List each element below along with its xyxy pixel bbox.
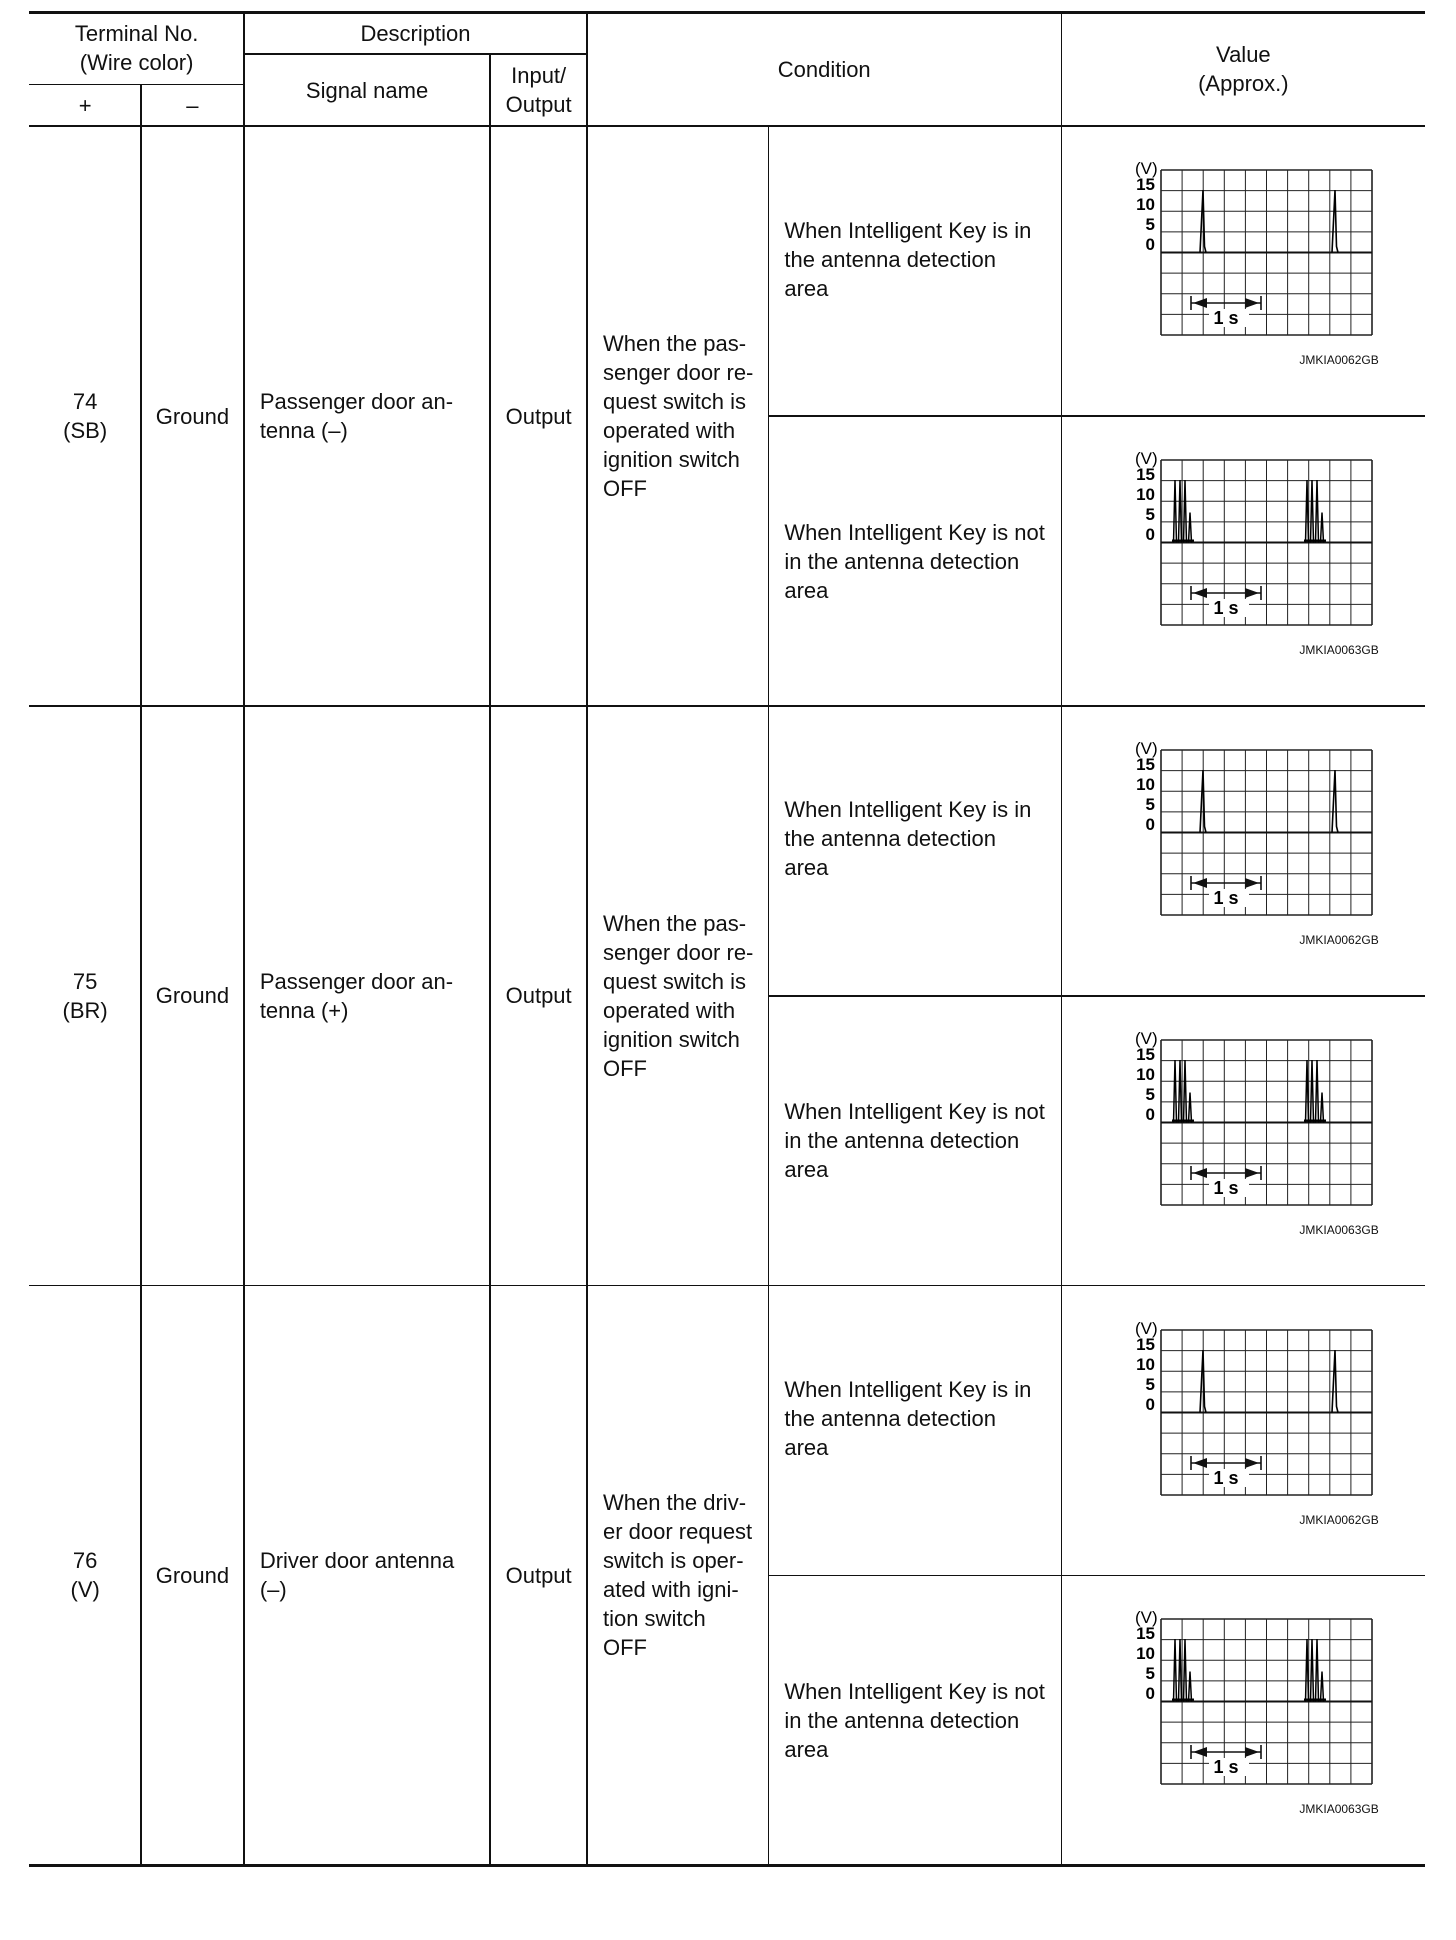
signal-pulse [1174, 480, 1177, 543]
condition-line: OFF [602, 1635, 647, 1661]
header-terminal-no-line: (Wire color) [79, 50, 194, 76]
figure-code: JMKIA0062GB [1299, 353, 1379, 368]
unit-label: (V) [1135, 1318, 1159, 1338]
y-tick-label: 0 [1145, 814, 1156, 834]
terminal-number-line: 76 [72, 1548, 98, 1574]
sub-row-rule [768, 995, 1425, 997]
signal-pulse [1179, 1639, 1182, 1702]
header-terminal-no [29, 12, 243, 84]
sub-condition-line: in the antenna detection [784, 1707, 1020, 1733]
arrow-icon [1245, 1458, 1259, 1468]
col-rule [586, 12, 588, 1865]
oscilloscope-waveform [1103, 1316, 1383, 1498]
sub-condition-line: When Intelligent Key is in [784, 797, 1032, 823]
signal-pulse [1174, 1060, 1177, 1123]
oscilloscope-waveform [1103, 156, 1383, 338]
signal-name-line: Passenger door an- [259, 389, 454, 415]
sub-condition-line: the antenna detection [784, 826, 996, 852]
y-tick-label: 15 [1136, 465, 1156, 485]
sub-condition [768, 1274, 1061, 1564]
arrow-icon [1245, 588, 1259, 598]
unit-label: (V) [1135, 738, 1159, 758]
value-waveform [1103, 1605, 1383, 1792]
y-tick-label: 0 [1145, 525, 1156, 545]
arrow-icon [1193, 588, 1207, 598]
y-tick-label: 0 [1145, 1104, 1156, 1124]
y-tick-label: 10 [1136, 485, 1156, 505]
y-tick-label: 15 [1136, 175, 1156, 195]
signal-pulse [1189, 1672, 1192, 1702]
y-tick-label: 10 [1136, 1644, 1156, 1664]
signal-pulse [1321, 513, 1324, 543]
sub-condition-line: in the antenna detection [784, 1128, 1020, 1154]
condition-line: operated with [602, 997, 736, 1023]
header-signal-name-line: Signal name [305, 77, 429, 103]
terminal-number-line: (V) [70, 1577, 100, 1603]
col-rule [489, 54, 491, 1865]
header-input-output [490, 54, 587, 126]
figure-code: JMKIA0062GB [1299, 1512, 1379, 1527]
y-tick-label: 10 [1136, 774, 1156, 794]
terminal-number-line: (BR) [62, 997, 108, 1023]
condition-line: er door request [602, 1519, 753, 1545]
signal-pulse [1179, 1060, 1182, 1123]
oscilloscope-waveform [1103, 1026, 1383, 1208]
y-tick-label: 15 [1136, 1044, 1156, 1064]
time-scale-label: 1 s [1213, 598, 1239, 619]
signal-name [244, 126, 490, 706]
terminal-number-line: 74 [72, 389, 98, 415]
condition [587, 126, 768, 706]
ground-terminal [141, 1286, 244, 1866]
header-condition-line: Condition [777, 56, 871, 82]
signal-pulse [1189, 513, 1192, 543]
oscilloscope-waveform [1103, 736, 1383, 918]
time-scale-label: 1 s [1213, 1757, 1239, 1778]
terminal-number [29, 126, 141, 706]
signal-pulse [1179, 480, 1182, 543]
figure-code: JMKIA0063GB [1299, 1802, 1379, 1817]
sub-condition [768, 996, 1061, 1286]
arrow-icon [1193, 1458, 1207, 1468]
header-value [1061, 12, 1425, 126]
signal-pulse [1184, 1060, 1187, 1123]
signal-pulse [1321, 1092, 1324, 1122]
arrow-icon [1245, 1747, 1259, 1757]
signal-name-line: Driver door antenna [259, 1548, 455, 1574]
header-rule [29, 84, 243, 86]
sub-condition-line: area [784, 855, 829, 881]
arrow-icon [1245, 298, 1259, 308]
sub-condition-line: the antenna detection [784, 246, 996, 272]
unit-label: (V) [1135, 159, 1159, 179]
unit-label: (V) [1135, 449, 1159, 469]
sub-condition-line: area [784, 1157, 829, 1183]
header-description-line: Description [360, 20, 471, 46]
sub-condition-line: area [784, 275, 829, 301]
condition-line: When the pas- [602, 910, 747, 936]
condition [587, 1286, 768, 1866]
input-output [490, 126, 587, 706]
sub-condition-line: area [784, 577, 829, 603]
y-tick-label: 5 [1145, 1664, 1156, 1684]
unit-label: (V) [1135, 1608, 1159, 1628]
y-tick-label: 15 [1136, 754, 1156, 774]
condition-line: tion switch [602, 1606, 706, 1632]
condition-line: ignition switch [602, 1026, 740, 1052]
signal-name [244, 706, 490, 1286]
signal-pulse [1174, 1639, 1177, 1702]
sub-row-rule [768, 1575, 1425, 1577]
sub-condition-line: in the antenna detection [784, 548, 1020, 574]
ground-terminal [141, 126, 244, 706]
signal-pulse [1316, 1639, 1319, 1702]
header-signal-name [244, 54, 490, 126]
ground-terminal-line: Ground [155, 983, 230, 1009]
sub-row-rule [768, 415, 1425, 417]
terminal-number [29, 706, 141, 1286]
header-rule [244, 53, 587, 55]
figure-code: JMKIA0062GB [1299, 932, 1379, 947]
signal-pulse [1316, 480, 1319, 543]
sub-condition-line: area [784, 1435, 829, 1461]
signal-name [244, 1286, 490, 1866]
y-tick-label: 10 [1136, 1354, 1156, 1374]
signal-pulse [1332, 770, 1338, 833]
figure-code: JMKIA0063GB [1299, 1222, 1379, 1237]
arrow-icon [1245, 878, 1259, 888]
condition [587, 706, 768, 1286]
y-tick-label: 5 [1145, 794, 1156, 814]
sub-condition-line: the antenna detection [784, 1406, 996, 1432]
signal-name-line: tenna (–) [259, 418, 348, 444]
condition-line: switch is oper- [602, 1548, 744, 1574]
sub-condition [768, 1575, 1061, 1865]
sub-condition-line: area [784, 1736, 829, 1762]
header-plus [29, 85, 141, 127]
condition-line: senger door re- [602, 939, 754, 965]
condition-line: ignition switch [602, 447, 740, 473]
oscilloscope-waveform [1103, 446, 1383, 628]
arrow-icon [1193, 298, 1207, 308]
arrow-icon [1193, 1747, 1207, 1757]
y-tick-label: 15 [1136, 1624, 1156, 1644]
signal-name-line: (–) [259, 1577, 287, 1603]
sub-condition-line: When Intelligent Key is in [784, 217, 1032, 243]
signal-pulse [1316, 1060, 1319, 1123]
signal-pulse [1184, 1639, 1187, 1702]
y-tick-label: 10 [1136, 1064, 1156, 1084]
ground-terminal [141, 706, 244, 1286]
terminal-number-line: 75 [72, 968, 98, 994]
arrow-icon [1193, 1168, 1207, 1178]
col-rule [768, 126, 770, 1865]
condition-line: senger door re- [602, 360, 754, 386]
header-condition [587, 12, 1061, 126]
time-scale-label: 1 s [1213, 1467, 1239, 1488]
sub-condition-line: When Intelligent Key is not [784, 519, 1045, 545]
col-rule [1061, 12, 1063, 1865]
value-waveform [1103, 156, 1383, 343]
arrow-icon [1245, 1168, 1259, 1178]
sub-condition [768, 114, 1061, 404]
time-scale-label: 1 s [1213, 887, 1239, 908]
y-tick-label: 5 [1145, 1084, 1156, 1104]
ground-terminal-line: Ground [155, 1562, 230, 1588]
y-tick-label: 0 [1145, 235, 1156, 255]
header-value-line: (Approx.) [1198, 71, 1289, 97]
y-tick-label: 0 [1145, 1684, 1156, 1704]
row-rule [29, 1864, 1425, 1868]
condition-line: OFF [602, 476, 647, 502]
signal-name-line: Passenger door an- [259, 968, 454, 994]
value-waveform [1103, 736, 1383, 923]
sub-condition-line: When Intelligent Key is not [784, 1099, 1045, 1125]
sub-condition [768, 416, 1061, 706]
y-tick-label: 5 [1145, 505, 1156, 525]
ground-terminal-line: Ground [155, 403, 230, 429]
terminal-number-line: (SB) [63, 418, 108, 444]
figure-code: JMKIA0063GB [1299, 643, 1379, 658]
condition-line: OFF [602, 1055, 647, 1081]
input-output-line: Output [505, 403, 572, 429]
condition-line: operated with [602, 418, 736, 444]
header-minus-line: – [186, 92, 199, 118]
unit-label: (V) [1135, 1028, 1159, 1048]
signal-name-line: tenna (+) [259, 997, 349, 1023]
y-tick-label: 0 [1145, 1394, 1156, 1414]
condition-line: When the pas- [602, 331, 747, 357]
condition-line: When the driv- [602, 1490, 747, 1516]
input-output-line: Output [505, 983, 572, 1009]
sub-condition-line: When Intelligent Key is not [784, 1678, 1045, 1704]
terminal-number [29, 1286, 141, 1866]
y-tick-label: 10 [1136, 195, 1156, 215]
signal-pulse [1311, 1060, 1314, 1123]
signal-pulse [1321, 1672, 1324, 1702]
signal-pulse [1311, 480, 1314, 543]
header-terminal-no-line: Terminal No. [74, 21, 199, 47]
signal-pulse [1306, 480, 1309, 543]
signal-pulse [1332, 1350, 1338, 1413]
input-output [490, 706, 587, 1286]
header-description [244, 12, 587, 54]
value-waveform [1103, 1026, 1383, 1213]
header-value-line: Value [1216, 42, 1271, 68]
header-minus [141, 85, 244, 127]
sub-condition-line: When Intelligent Key is in [784, 1377, 1032, 1403]
oscilloscope-waveform [1103, 1605, 1383, 1787]
condition-line: ated with igni- [602, 1577, 739, 1603]
time-scale-label: 1 s [1213, 308, 1239, 329]
signal-pulse [1306, 1060, 1309, 1123]
input-output [490, 1286, 587, 1866]
input-output-line: Output [505, 1562, 572, 1588]
value-waveform [1103, 446, 1383, 633]
header-input-output-line: Output [505, 92, 572, 118]
y-tick-label: 5 [1145, 215, 1156, 235]
arrow-icon [1193, 878, 1207, 888]
value-waveform [1103, 1316, 1383, 1503]
y-tick-label: 15 [1136, 1334, 1156, 1354]
condition-line: quest switch is [602, 968, 747, 994]
header-plus-line: + [78, 92, 92, 118]
sub-condition [768, 694, 1061, 984]
signal-pulse [1184, 480, 1187, 543]
y-tick-label: 5 [1145, 1374, 1156, 1394]
header-input-output-line: Input/ [511, 63, 567, 89]
signal-pulse [1311, 1639, 1314, 1702]
signal-pulse [1332, 190, 1338, 253]
col-rule [140, 85, 142, 1866]
signal-pulse [1189, 1092, 1192, 1122]
col-rule [243, 12, 245, 1865]
time-scale-label: 1 s [1213, 1177, 1239, 1198]
signal-pulse [1306, 1639, 1309, 1702]
condition-line: quest switch is [602, 389, 747, 415]
